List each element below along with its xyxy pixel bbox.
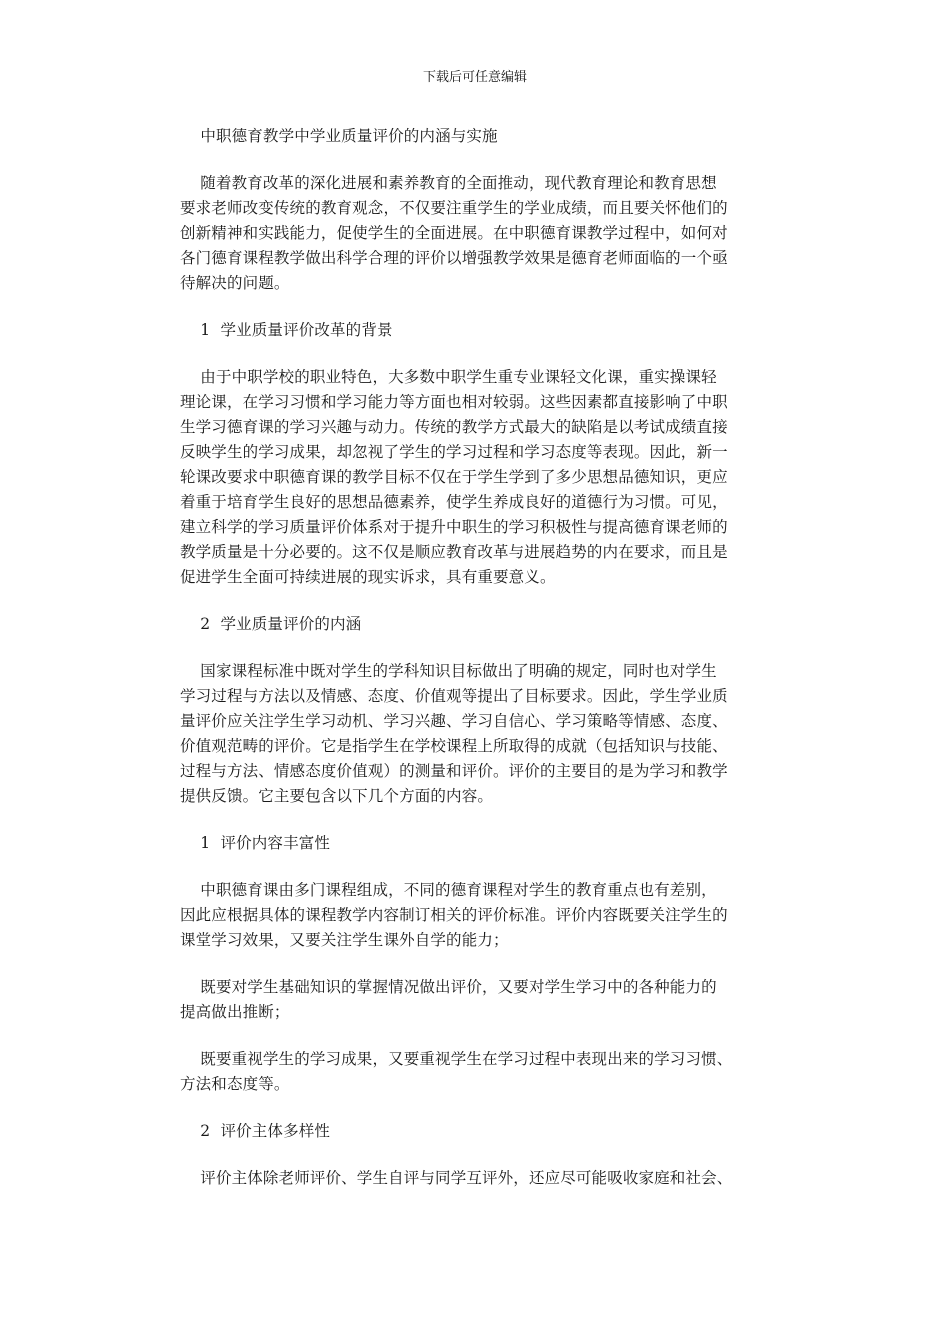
text-line: 课堂学习效果，又要关注学生课外自学的能力； xyxy=(180,931,509,949)
text-line: 教学质量是十分必要的。这不仅是顺应教育改革与进展趋势的内在要求，而且是 xyxy=(180,543,728,561)
text-line: 过程与方法、情感态度价值观）的测量和评价。评价的主要目的是为学习和教学 xyxy=(180,762,728,780)
text-line: 评价主体除老师评价、学生自评与同学互评外，还应尽可能吸收家庭和社会、 xyxy=(180,1169,733,1187)
paragraph xyxy=(180,831,780,856)
text-line: 既要重视学生的学习成果，又要重视学生在学习过程中表现出来的学习习惯、 xyxy=(180,1050,733,1068)
text-line: 2 学业质量评价的内涵 xyxy=(180,615,362,633)
text-line: 由于中职学校的职业特色，大多数中职学生重专业课轻文化课，重实操课轻 xyxy=(180,368,717,386)
text-line: 各门德育课程教学做出科学合理的评价以增强教学效果是德育老师面临的一个亟 xyxy=(180,249,728,267)
document-body xyxy=(180,124,780,1213)
download-note: 下载后可任意编辑 xyxy=(422,70,527,85)
text-line: 促进学生全面可持续进展的现实诉求，具有重要意义。 xyxy=(180,568,556,586)
paragraph xyxy=(180,171,780,296)
text-line: 量评价应关注学生学习动机、学习兴趣、学习自信心、学习策略等情感、态度、 xyxy=(180,712,728,730)
paragraph xyxy=(180,1166,780,1191)
text-line: 因此应根据具体的课程教学内容制订相关的评价标准。评价内容既要关注学生的 xyxy=(180,906,728,924)
text-line: 提高做出推断； xyxy=(180,1003,290,1021)
paragraph xyxy=(180,659,780,809)
text-line: 创新精神和实践能力，促使学生的全面进展。在中职德育课教学过程中，如何对 xyxy=(180,224,728,242)
paragraph xyxy=(180,975,780,1025)
text-line: 既要对学生基础知识的掌握情况做出评价，又要对学生学习中的各种能力的 xyxy=(180,978,717,996)
paragraph xyxy=(180,612,780,637)
text-line: 着重于培育学生良好的思想品德素养，使学生养成良好的道德行为习惯。可见， xyxy=(180,493,728,511)
text-line: 要求老师改变传统的教育观念，不仅要注重学生的学业成绩，而且要关怀他们的 xyxy=(180,199,728,217)
document-title xyxy=(180,124,780,149)
text-line: 提供反馈。它主要包含以下几个方面的内容。 xyxy=(180,787,494,805)
text-line: 1 评价内容丰富性 xyxy=(180,834,331,852)
text-line: 2 评价主体多样性 xyxy=(180,1122,331,1140)
paragraph xyxy=(180,365,780,590)
paragraph xyxy=(180,1047,780,1097)
text-line: 学习过程与方法以及情感、态度、价值观等提出了目标要求。因此，学生学业质 xyxy=(180,687,728,705)
text-line: 建立科学的学习质量评价体系对于提升中职生的学习积极性与提高德育课老师的 xyxy=(180,518,728,536)
document-paragraphs xyxy=(180,171,780,1191)
text-line: 理论课，在学习习惯和学习能力等方面也相对较弱。这些因素都直接影响了中职 xyxy=(180,393,728,411)
text-line: 反映学生的学习成果，却忽视了学生的学习过程和学习态度等表现。因此，新一 xyxy=(180,443,728,461)
text-line: 生学习德育课的学习兴趣与动力。传统的教学方式最大的缺陷是以考试成绩直接 xyxy=(180,418,728,436)
text-line: 方法和态度等。 xyxy=(180,1075,290,1093)
paragraph xyxy=(180,1119,780,1144)
text-line: 轮课改要求中职德育课的教学目标不仅在于学生学到了多少思想品德知识，更应 xyxy=(180,468,728,486)
document-title-indent xyxy=(180,127,200,145)
text-line: 价值观范畴的评价。它是指学生在学校课程上所取得的成就（包括知识与技能、 xyxy=(180,737,728,755)
paragraph xyxy=(180,318,780,343)
text-line: 中职德育课由多门课程组成，不同的德育课程对学生的教育重点也有差别， xyxy=(180,881,717,899)
text-line: 国家课程标准中既对学生的学科知识目标做出了明确的规定，同时也对学生 xyxy=(180,662,717,680)
document-title-block xyxy=(180,124,780,149)
text-line: 1 学业质量评价改革的背景 xyxy=(180,321,393,339)
paragraph xyxy=(180,878,780,953)
text-line: 待解决的问题。 xyxy=(180,274,290,292)
document-title-text: 中职德育教学中学业质量评价的内涵与实施 xyxy=(200,127,498,145)
text-line: 随着教育改革的深化进展和素养教育的全面推动，现代教育理论和教育思想 xyxy=(180,174,717,192)
